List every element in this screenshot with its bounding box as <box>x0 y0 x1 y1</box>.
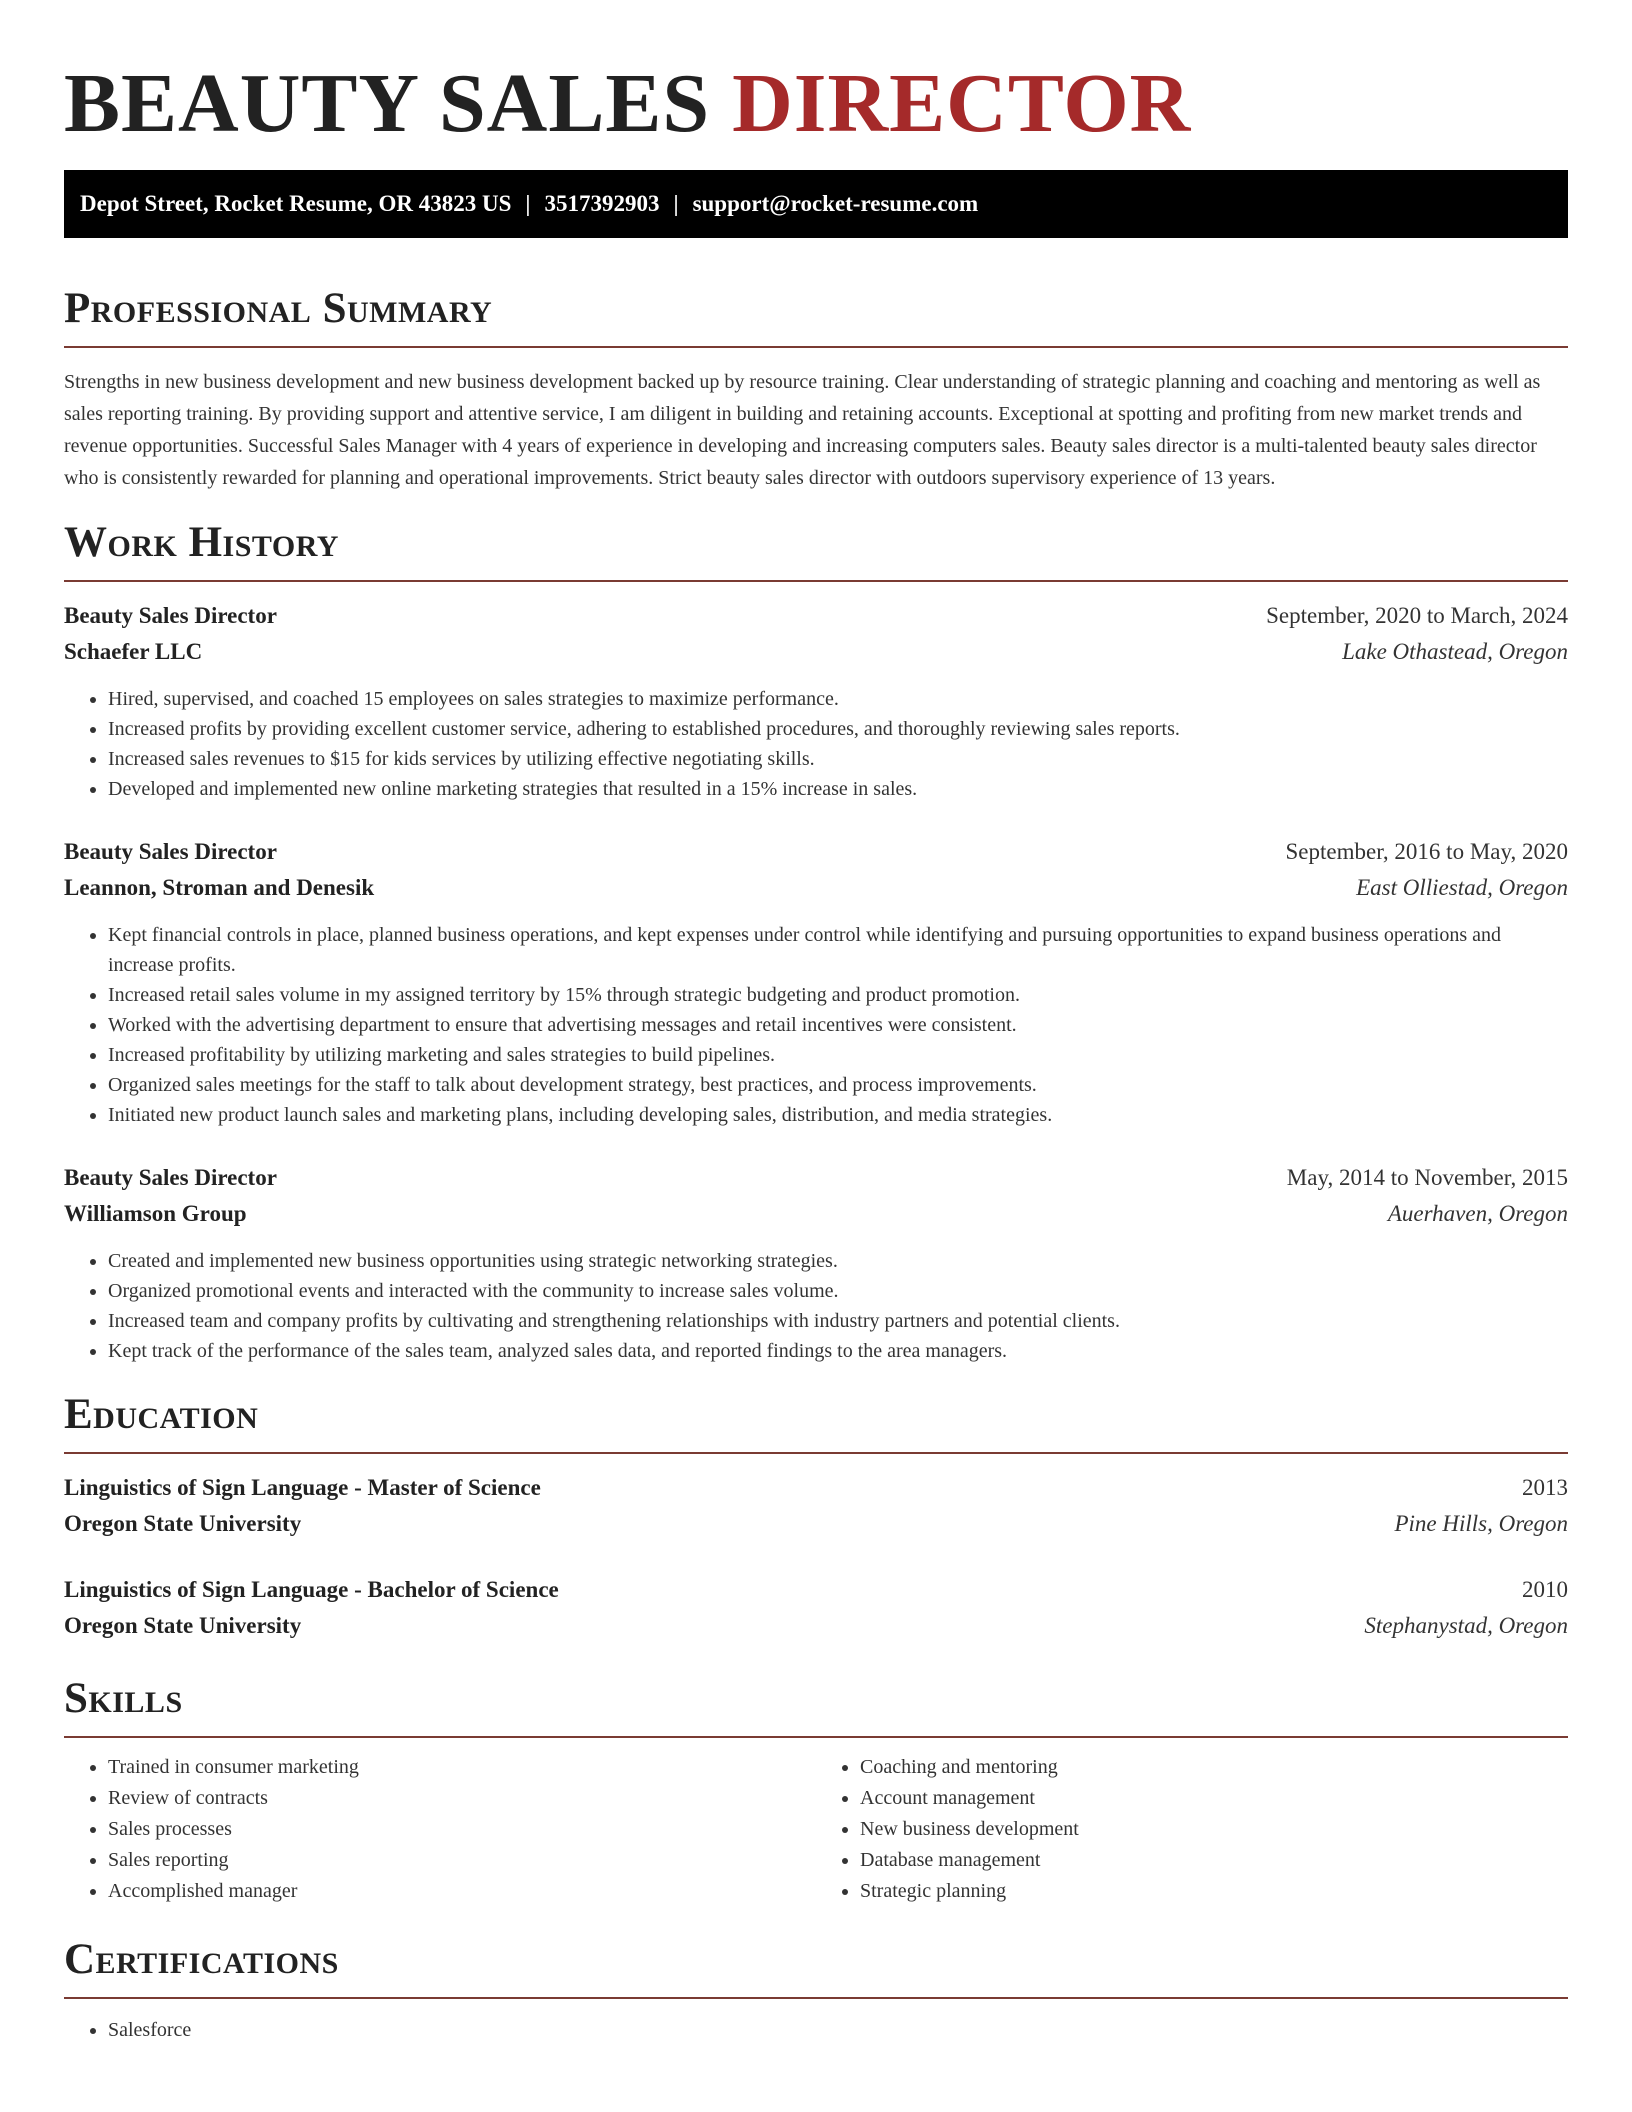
education-degree: Linguistics of Sign Language - Bachelor of Science <box>64 1577 559 1602</box>
job-bullet: • Hired, supervised, and coached 15 employees on sales strategies to maximize performance. <box>108 684 1568 714</box>
education-school-row <box>64 1608 1568 1644</box>
job-bullet: • Developed and implemented new online marketing strategies that resulted in a 15% increase in sales. <box>108 774 1568 804</box>
job-dates: September, 2016 to May, 2020 <box>1285 839 1568 864</box>
education-school: Oregon State University <box>64 1511 302 1536</box>
job-location: East Olliestad, Oregon <box>1356 875 1568 900</box>
education-section <box>64 1390 1568 1644</box>
skill-item: • Sales processes <box>108 1814 816 1845</box>
job-bullet: • Kept financial controls in place, planned business operations, and kept expenses under control while identifying and pursuing opportunities to expand business operations and increase profits. <box>108 920 1568 980</box>
skill-item: • Review of contracts <box>108 1783 816 1814</box>
job-bullet: • Increased retail sales volume in my assigned territory by 15% through strategic budgeting and product promotion. <box>108 980 1568 1010</box>
job-bullet: • Increased profitability by utilizing marketing and sales strategies to build pipelines. <box>108 1040 1568 1070</box>
job-company: Leannon, Stroman and Denesik <box>64 875 375 900</box>
skill-item: • Account management <box>860 1783 1568 1814</box>
skill-item: • Trained in consumer marketing <box>108 1752 816 1783</box>
job-company: Williamson Group <box>64 1201 247 1226</box>
job-bullet: • Increased sales revenues to $15 for kids services by utilizing effective negotiating skills. <box>108 744 1568 774</box>
job-company-row <box>64 1196 1568 1232</box>
section-divider <box>64 1736 1568 1738</box>
contact-phone: 3517392903 <box>544 191 660 216</box>
education-year: 2013 <box>1522 1475 1568 1500</box>
section-divider <box>64 346 1568 348</box>
job-company: Schaefer LLC <box>64 639 203 664</box>
job-bullets <box>64 1246 1568 1366</box>
job-bullet: • Organized promotional events and interacted with the community to increase sales volume. <box>108 1276 1568 1306</box>
job-bullet: • Worked with the advertising department to ensure that advertising messages and retail incentives were consistent. <box>108 1010 1568 1040</box>
job-dates: May, 2014 to November, 2015 <box>1286 1165 1568 1190</box>
education-location: Stephanystad, Oregon <box>1364 1613 1568 1638</box>
job-header-row <box>64 598 1568 634</box>
work-title: Work History <box>64 519 339 566</box>
education-school: Oregon State University <box>64 1613 302 1638</box>
section-divider <box>64 580 1568 582</box>
job-bullet: • Increased profits by providing excellent customer service, adhering to established procedures, and thoroughly reviewing sales reports. <box>108 714 1568 744</box>
summary-title: Professional Summary <box>64 285 493 332</box>
job-header-row <box>64 1160 1568 1196</box>
certification-item: • Salesforce <box>108 2015 1568 2045</box>
job-entry <box>64 1160 1568 1366</box>
education-year: 2010 <box>1522 1577 1568 1602</box>
skills-list-right <box>816 1752 1568 1907</box>
education-location: Pine Hills, Oregon <box>1394 1511 1568 1536</box>
skill-item: • Database management <box>860 1845 1568 1876</box>
contact-separator: | <box>673 191 679 216</box>
skill-item: • Strategic planning <box>860 1876 1568 1907</box>
job-location: Lake Othastead, Oregon <box>1342 639 1568 664</box>
contact-email: support@rocket-resume.com <box>692 191 979 216</box>
education-degree-row <box>64 1470 1568 1506</box>
job-entry <box>64 598 1568 804</box>
job-role: Beauty Sales Director <box>64 603 277 628</box>
summary-section <box>64 284 1568 494</box>
contact-separator: | <box>525 191 531 216</box>
job-entry <box>64 834 1568 1130</box>
skill-item: • Sales reporting <box>108 1845 816 1876</box>
name-accent: DIRECTOR <box>732 57 1192 150</box>
job-bullets <box>64 684 1568 804</box>
job-company-row <box>64 870 1568 906</box>
job-dates: September, 2020 to March, 2024 <box>1266 603 1568 628</box>
education-school-row <box>64 1506 1568 1542</box>
job-bullet: • Increased team and company profits by cultivating and strengthening relationships with industry partners and potential clients. <box>108 1306 1568 1336</box>
education-degree: Linguistics of Sign Language - Master of Science <box>64 1475 541 1500</box>
skills-list-left <box>64 1752 816 1907</box>
skill-item: • Coaching and mentoring <box>860 1752 1568 1783</box>
summary-text: Strengths in new business development and new business development backed up by resource training. Clear understanding of strategic planning and coaching and mentoring as well as sales reporting training. By providing support and attentive service, I am diligent in building and retaining accounts. Exceptional at spotting and profiting from new market trends and revenue opportunities. Successful Sales Manager with 4 years of experience in developing and increasing computers sales. Beauty sales director is a multi-talented beauty sales director who is consistently rewarded for planning and operational improvements. Strict beauty sales director with outdoors supervisory experience of 13 years. <box>64 371 1541 489</box>
contact-address: Depot Street, Rocket Resume, OR 43823 US <box>80 191 512 216</box>
skills-columns <box>64 1752 1568 1907</box>
job-bullet: • Kept track of the performance of the sales team, analyzed sales data, and reported findings to the area managers. <box>108 1336 1568 1366</box>
section-divider <box>64 1452 1568 1454</box>
education-degree-row <box>64 1572 1568 1608</box>
education-entry <box>64 1470 1568 1542</box>
job-bullets <box>64 920 1568 1130</box>
skill-item: • New business development <box>860 1814 1568 1845</box>
work-section <box>64 518 1568 1366</box>
job-bullet: • Created and implemented new business opportunities using strategic networking strategies. <box>108 1246 1568 1276</box>
skill-item: • Accomplished manager <box>108 1876 816 1907</box>
job-bullet: • Organized sales meetings for the staff to talk about development strategy, best practices, and process improvements. <box>108 1070 1568 1100</box>
job-company-row <box>64 634 1568 670</box>
skills-title: Skills <box>64 1675 183 1722</box>
job-header-row <box>64 834 1568 870</box>
education-entry <box>64 1572 1568 1644</box>
contact-bar <box>64 170 1568 238</box>
resume-name <box>64 58 1568 150</box>
job-bullet: • Initiated new product launch sales and marketing plans, including developing sales, distribution, and media strategies. <box>108 1100 1568 1130</box>
job-location: Auerhaven, Oregon <box>1387 1201 1568 1226</box>
education-title: Education <box>64 1391 259 1438</box>
job-role: Beauty Sales Director <box>64 1165 277 1190</box>
certifications-list <box>64 2015 1568 2045</box>
section-divider <box>64 1997 1568 1999</box>
certifications-section <box>64 1935 1568 2045</box>
skills-section <box>64 1674 1568 1907</box>
job-role: Beauty Sales Director <box>64 839 277 864</box>
name-main: BEAUTY SALES <box>64 57 733 150</box>
certifications-title: Certifications <box>64 1936 339 1983</box>
